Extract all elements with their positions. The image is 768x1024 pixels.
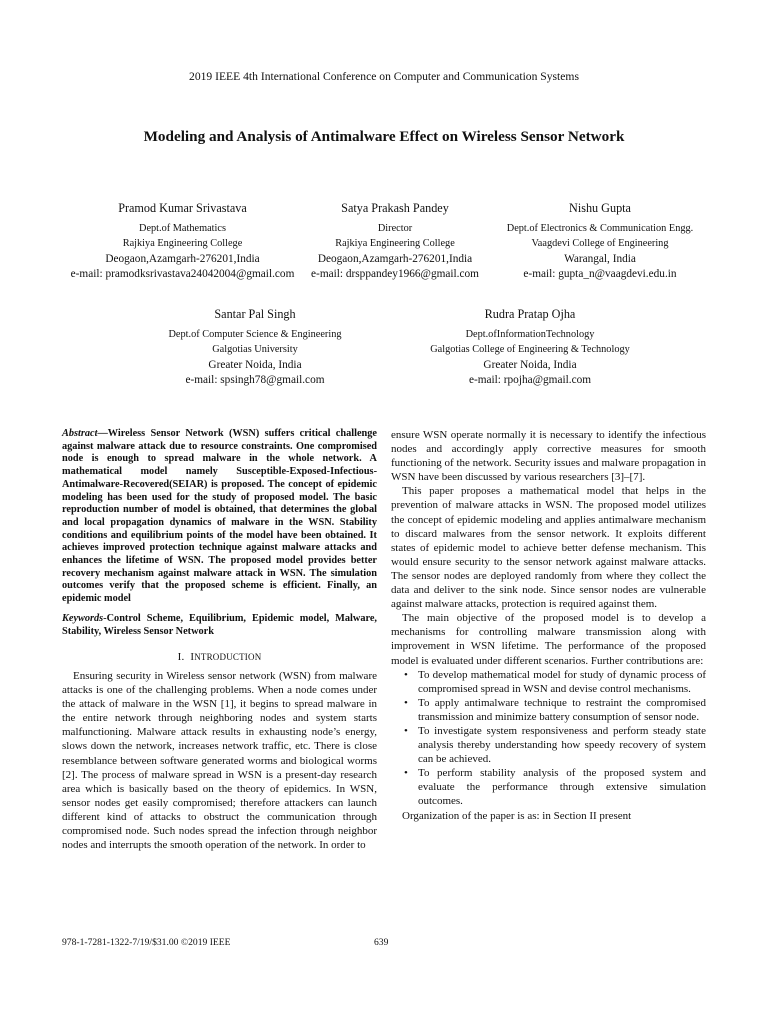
body-paragraph: This paper proposes a mathematical model that helps in the prevention of malware attacks in WSN. The proposed model utilizes the concept of epidemic modeling and applies antimalware mechanism to discard malwares from the sensor network. It exploits different states of epidemic model to achieve better defense mechanism. This would ensure security to the sensor network against malware attacks. The sensor nodes are deployed randomly from where they collect the data and deliver to the sink node. Since sensor nodes are vulnerable against malware attacks, protection is required against them. [391, 485, 706, 611]
author-institution: Vaagdevi College of Engineering [531, 238, 669, 249]
bullet-icon: • [404, 724, 408, 737]
author-dept: Dept.of Mathematics [139, 222, 226, 234]
author-email: e-mail: pramodksrivastava24042004@gmail.com [70, 268, 295, 280]
bullet-icon: • [404, 696, 408, 709]
keywords-text: Control Scheme, Equilibrium, Epidemic model, Malware, Stability, Wireless Sensor Network [62, 612, 377, 637]
list-item-text: To apply antimalware technique to restraint the compromised transmission and minimize battery consumption of sensor node. [418, 696, 706, 723]
contributions-list [391, 668, 706, 809]
body-paragraph: Organization of the paper is as: in Section II present [402, 809, 632, 822]
list-item [404, 668, 706, 696]
author-institution: Galgotias College of Engineering & Technology [430, 344, 630, 355]
keywords-label: Keywords- [62, 612, 107, 624]
footer-copyright: 978-1-7281-1322-7/19/$31.00 ©2019 IEEE [62, 937, 231, 948]
author-name: Rudra Pratap Ojha [484, 307, 576, 321]
conference-header: 2019 IEEE 4th International Conference on Computer and Communication Systems [189, 70, 579, 83]
author-email: e-mail: rpojha@gmail.com [468, 374, 592, 386]
list-item [404, 724, 706, 766]
author-location: Deogaon,Azamgarh-276201,India [317, 252, 473, 265]
list-item-text: To investigate system responsiveness and perform steady state analysis thereby understanding how speedy recovery of system can be achieved. [418, 724, 706, 766]
abstract-text: —Wireless Sensor Network (WSN) suffers critical challenge against malware attack due to resource constraints. One compromised node is enough to spread malware in the whole network. A mathematical model namely Susceptible-Exposed-Infectious-Antimalware-Recovered(SEIAR) is proposed. The concept of epidemic modeling has been used for the study of proposed model. The basic reproduction number of model is obtained, that determines the global and local propagation dynamics of malware in the WSN. Stability conditions and equilibrium points of the model have been obtained. It achieves improved protection technique against malware attacks and enhances the lifetime of WSN. The proposed model provides better recovery mechanism against malware attack in WSN. The simulation outcomes verify that the proposed scheme is efficient. Finally, an epidemic model [62, 428, 377, 605]
author-institution: Rajkiya Engineering College [122, 238, 243, 249]
author-institution: Rajkiya Engineering College [335, 238, 455, 249]
body-paragraph: The main objective of the proposed model is to develop a mechanisms for controlling malware transmission along with improvement in WSN lifetime. The performance of the proposed model is evaluated under different scenarios. Further contributions are: [391, 612, 706, 667]
list-item-text: To perform stability analysis of the proposed system and evaluate the performance through extensive simulation outcomes. [418, 767, 706, 808]
section-title-initial: I [190, 650, 195, 663]
author-block [490, 201, 710, 283]
author-email: e-mail: spsingh78@gmail.com [185, 374, 325, 386]
paper-title: Modeling and Analysis of Antimalware Effect on Wireless Sensor Network [143, 128, 625, 145]
author-location: Warangal, India [564, 252, 636, 265]
author-location: Deogaon,Azamgarh-276201,India [105, 252, 260, 265]
author-name: Satya Prakash Pandey [341, 201, 449, 215]
abstract [62, 428, 377, 606]
intro-paragraph: Ensuring security in Wireless sensor network (WSN) from malware attacks is one of the challenging problems. When a node comes under the attack of malware in the WSN [1], it begins to spread malware in the entire network through neighboring nodes and system starts malfunctioning. Malware attack results in exhausting node’s energy, slows down the network, increases network traffic, etc. There is close resemblance between software generated worms and biological worms [2]. The process of malware spread in WSN is a present-day research area which is basically based on the theory of epidemics. In WSN, sensor nodes get easily compromised; therefore attackers can launch different kind of attacks to obstruct the communication through compromised node. Such nodes spread the infection through neighbor nodes and interrupts the smooth operation of the network. In order to [62, 669, 377, 852]
author-dept: Dept.of Computer Science & Engineering [168, 328, 342, 340]
right-column [391, 428, 706, 823]
section-heading-introduction [62, 650, 377, 664]
author-block [150, 307, 360, 389]
section-title-rest: NTRODUCTION [194, 651, 262, 662]
author-location: Greater Noida, India [208, 358, 302, 371]
author-dept: Dept.of Electronics & Communication Engg. [506, 222, 694, 234]
list-item [404, 766, 706, 808]
author-block [295, 201, 495, 283]
bullet-icon: • [404, 668, 408, 681]
abstract-label: Abstract [62, 428, 98, 439]
author-block [45, 201, 320, 283]
author-block [410, 307, 650, 389]
author-dept: Dept.ofInformationTechnology [465, 328, 595, 340]
author-dept: Director [377, 222, 413, 234]
author-name: Santar Pal Singh [214, 307, 296, 321]
left-column [62, 428, 377, 852]
bullet-icon: • [404, 767, 408, 780]
author-location: Greater Noida, India [483, 358, 577, 371]
author-name: Nishu Gupta [569, 201, 631, 215]
author-institution: Galgotias University [212, 344, 298, 355]
list-item [404, 696, 706, 724]
author-email: e-mail: gupta_n@vaagdevi.edu.in [523, 268, 677, 280]
section-number: I. [177, 650, 185, 663]
list-item-text: To develop mathematical model for study of dynamic process of compromised spread in WSN and devise control mechanisms. [418, 668, 706, 695]
author-name: Pramod Kumar Srivastava [118, 201, 247, 215]
page-number: 639 [374, 937, 389, 948]
keywords [62, 612, 377, 638]
body-paragraph: ensure WSN operate normally it is necessary to identify the infectious nodes and accordingly apply corrective measures for smooth functioning of the network. Security issues and malware propagation in WSN have been discussed by various researchers [3]–[7]. [391, 429, 706, 484]
author-email: e-mail: drsppandey1966@gmail.com [311, 268, 479, 280]
